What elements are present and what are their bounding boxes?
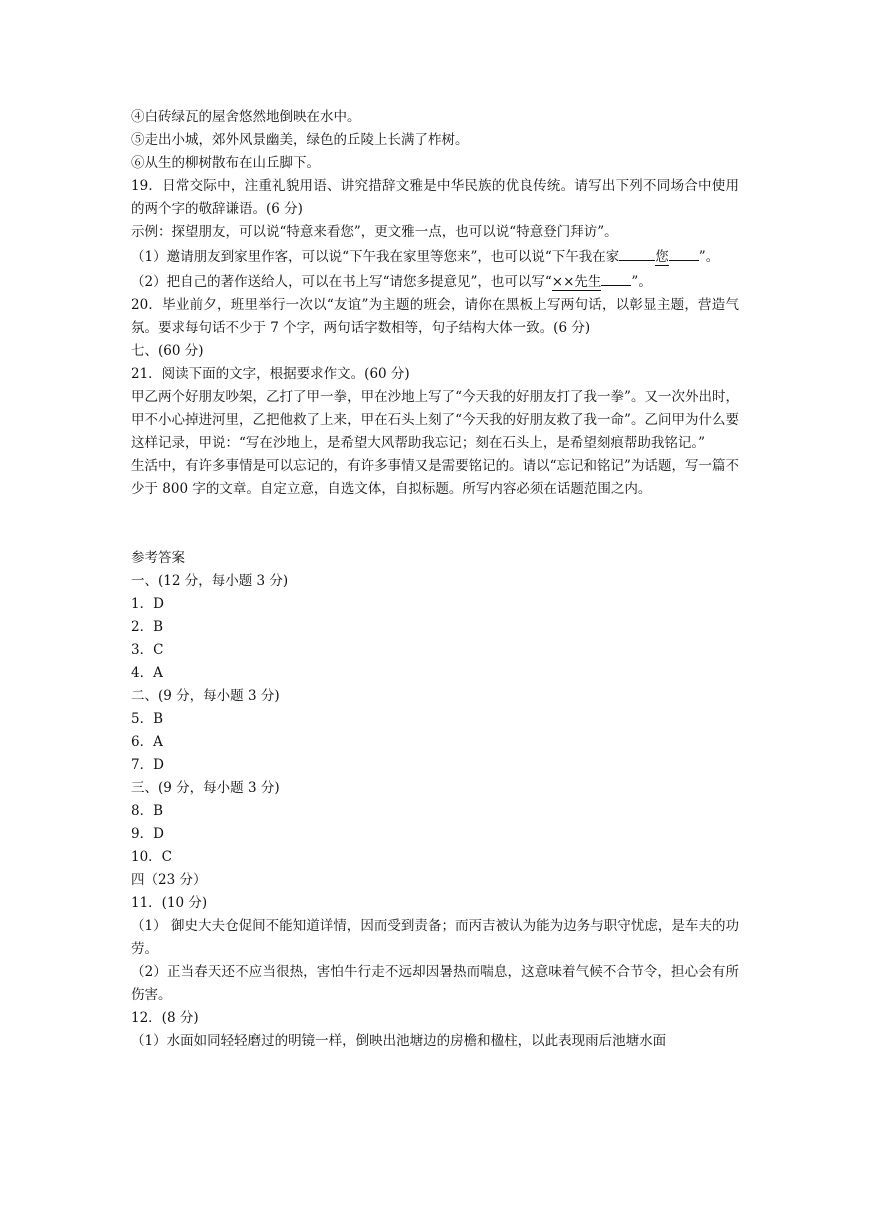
- item-2-underlined: ××先生: [551, 274, 602, 290]
- answer-line: 6．A: [131, 734, 163, 750]
- answer-line: 8．B: [131, 803, 164, 819]
- answer-line: 9．D: [131, 826, 164, 842]
- item-1-text: （1）邀请朋友到家里作客，可以说“下午我在家里等您来”，也可以说“下午我在家: [131, 249, 620, 265]
- question-19-example: 示例：探望朋友，可以说“特意来看您”，更文雅一点，也可以说“特意登门拜访”。: [131, 224, 618, 240]
- text-line: ⑤走出小城，郊外风景幽美，绿色的丘陵上长满了柞树。: [131, 132, 469, 148]
- section-7-heading: 七、(60 分): [131, 343, 204, 359]
- question-20: 20．毕业前夕，班里举行一次以“友谊”为主题的班会，请你在黑板上写两句话，以彰显主题，营造气氛。要求每句话不少于 7 个字，两句话字数相等，句子结构大体一致。(6 分): [131, 297, 739, 336]
- answer-12-part-1: （1）水面如同轻轻磨过的明镜一样，倒映出池塘边的房檐和楹柱，以此表现雨后池塘水面: [131, 1033, 667, 1049]
- answer-line: 2．B: [131, 619, 164, 635]
- answer-blank[interactable]: [601, 269, 631, 286]
- text-line: ④白砖绿瓦的屋舍悠然地倒映在水中。: [131, 109, 361, 125]
- answer-line: 11．(10 分): [131, 895, 208, 911]
- answer-blank[interactable]: [619, 244, 655, 261]
- answer-line: 一、(12 分，每小题 3 分): [131, 573, 289, 589]
- question-21-story: 甲乙两个好朋友吵架，乙打了甲一拳，甲在沙地上写了“今天我的好朋友打了我一拳”。又一次外出时，甲不小心掉进河里，乙把他救了上来，甲在石头上刻了“今天我的好朋友救了我一命”。乙问甲为什么要这样记录，甲说：“写在沙地上，是希望大风帮助我忘记；刻在石头上，是希望刻痕帮助我铭记。”: [131, 389, 739, 451]
- item-2-text: （2）把自己的著作送给人，可以在书上写“请您多提意见”，也可以写“: [131, 274, 552, 290]
- question-19-intro: 19．日常交际中，注重礼貌用语、讲究措辞文雅是中华民族的优良传统。请写出下列不同场合中使用的两个字的敬辞谦语。(6 分): [131, 178, 739, 217]
- answer-line: 二、(9 分，每小题 3 分): [131, 688, 280, 704]
- question-21-title: 21．阅读下面的文字，根据要求作文。(60 分): [131, 366, 410, 382]
- question-19-item-1: [131, 244, 739, 269]
- question-21-task: 生活中，有许多事情是可以忘记的，有许多事情又是需要铭记的。请以“忘记和铭记”为话题，写一篇不少于 800 字的文章。自定立意，自选文体，自拟标题。所写内容必须在话题范围之内。: [131, 458, 739, 497]
- answer-line: 三、(9 分，每小题 3 分): [131, 780, 280, 796]
- answer-12-heading: 12．(8 分): [131, 1010, 199, 1026]
- answer-line: 5．B: [131, 711, 164, 727]
- answer-11-part-2: （2）正当春天还不应当很热，害怕牛行走不远却因暑热而喘息，这意味着气候不合节令，担心会有所伤害。: [131, 964, 739, 1003]
- question-19-item-2: [131, 269, 739, 294]
- answer-line: 3．C: [131, 642, 164, 658]
- answers-title: 参考答案: [131, 550, 185, 566]
- spacer: [131, 501, 739, 547]
- answer-11-part-1: （1） 御史大夫仓促间不能知道详情，因而受到责备；而丙吉被认为能为边务与职守忧虑，是车夫的功劳。: [131, 918, 739, 957]
- document-page: [131, 106, 739, 1053]
- text-line: ⑥从生的柳树散布在山丘脚下。: [131, 155, 320, 171]
- answer-blank[interactable]: [669, 244, 699, 261]
- answer-line: 4．A: [131, 665, 163, 681]
- item-1-end: ”。: [698, 249, 720, 265]
- answer-line: 10．C: [131, 849, 173, 865]
- answer-line: 7．D: [131, 757, 164, 773]
- item-2-end: ”。: [631, 274, 652, 290]
- answer-line: 1．D: [131, 596, 164, 612]
- item-1-underlined: 您: [655, 249, 669, 265]
- answer-line: 四（23 分）: [131, 872, 207, 888]
